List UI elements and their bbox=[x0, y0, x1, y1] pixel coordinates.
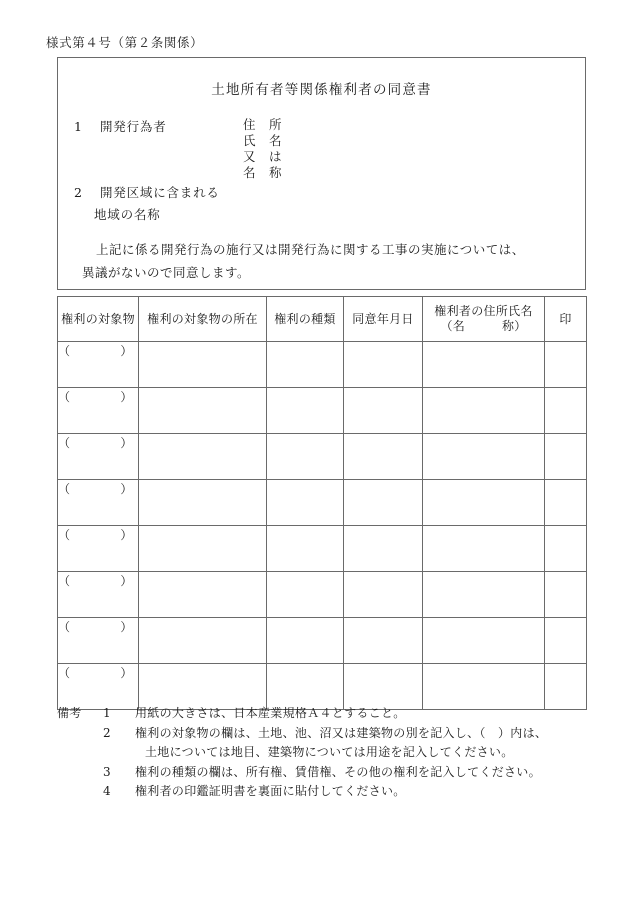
rights-table bbox=[57, 296, 587, 710]
column-header-rights-object-location bbox=[139, 297, 267, 342]
note-2-continuation: 土地については地目、建築物については用途を記入してください。 bbox=[145, 745, 514, 759]
cell-rights-object[interactable] bbox=[58, 342, 139, 388]
cell-rights-type[interactable] bbox=[267, 480, 344, 526]
form-number: 様式第４号（第２条関係） bbox=[46, 35, 204, 50]
cell-close-paren: ） bbox=[120, 344, 133, 358]
cell-consent-date[interactable] bbox=[344, 664, 423, 710]
applicant-field-name bbox=[243, 133, 282, 149]
cell-open-paren: （ bbox=[58, 390, 71, 404]
note-row-4 bbox=[57, 782, 597, 802]
cell-rights-type[interactable] bbox=[267, 572, 344, 618]
note-2-text: 権利の対象物の欄は、土地、池、沼又は建築物の別を記入し、（ ）内は、 bbox=[135, 725, 548, 740]
cell-holder-address-name[interactable] bbox=[423, 342, 545, 388]
item-2-number: 2 bbox=[74, 185, 83, 200]
table-row bbox=[58, 664, 587, 710]
cell-seal[interactable] bbox=[545, 664, 587, 710]
consent-statement bbox=[74, 238, 574, 284]
note-3-number: 3 bbox=[103, 764, 111, 779]
column-header-holder-address-name-line2: （名 称） bbox=[440, 319, 527, 333]
cell-rights-type[interactable] bbox=[267, 388, 344, 434]
item-1-number: 1 bbox=[74, 119, 83, 134]
cell-consent-date[interactable] bbox=[344, 388, 423, 434]
item-2-development-area bbox=[74, 183, 220, 201]
cell-open-paren: （ bbox=[58, 436, 71, 450]
cell-open-paren: （ bbox=[58, 620, 71, 634]
note-4-text: 権利者の印鑑証明書を裏面に貼付してください。 bbox=[135, 784, 406, 798]
cell-close-paren: ） bbox=[120, 620, 133, 634]
document-title: 土地所有者等関係権利者の同意書 bbox=[211, 82, 432, 98]
cell-rights-object-location[interactable] bbox=[139, 572, 267, 618]
cell-rights-object-location[interactable] bbox=[139, 388, 267, 434]
applicant-field-or bbox=[243, 149, 282, 165]
cell-holder-address-name[interactable] bbox=[423, 434, 545, 480]
cell-holder-address-name[interactable] bbox=[423, 480, 545, 526]
notes-label: 備考 bbox=[57, 706, 82, 720]
cell-consent-date[interactable] bbox=[344, 572, 423, 618]
cell-rights-object[interactable] bbox=[58, 434, 139, 480]
cell-rights-object[interactable] bbox=[58, 388, 139, 434]
notes-section bbox=[57, 704, 597, 802]
consent-statement-line2: 異議がないので同意します。 bbox=[82, 265, 251, 280]
table-row bbox=[58, 480, 587, 526]
column-header-holder-address-name-line1: 権利者の住所氏名 bbox=[434, 304, 533, 318]
cell-rights-object[interactable] bbox=[58, 664, 139, 710]
cell-seal[interactable] bbox=[545, 434, 587, 480]
applicant-field-or-char2: は bbox=[269, 149, 283, 164]
cell-rights-type[interactable] bbox=[267, 526, 344, 572]
cell-rights-object[interactable] bbox=[58, 618, 139, 664]
table-row bbox=[58, 572, 587, 618]
column-header-consent-date bbox=[344, 297, 423, 342]
cell-holder-address-name[interactable] bbox=[423, 572, 545, 618]
table-row bbox=[58, 388, 587, 434]
column-header-rights-object bbox=[58, 297, 139, 342]
cell-rights-object-location[interactable] bbox=[139, 618, 267, 664]
cell-rights-object-location[interactable] bbox=[139, 480, 267, 526]
cell-consent-date[interactable] bbox=[344, 618, 423, 664]
cell-open-paren: （ bbox=[58, 344, 71, 358]
cell-close-paren: ） bbox=[120, 528, 133, 542]
cell-rights-object[interactable] bbox=[58, 480, 139, 526]
cell-close-paren: ） bbox=[120, 436, 133, 450]
cell-rights-type[interactable] bbox=[267, 618, 344, 664]
applicant-field-address bbox=[243, 117, 282, 133]
table-row bbox=[58, 618, 587, 664]
column-header-rights-type-line1: 権利の種類 bbox=[274, 311, 336, 326]
applicant-field-list bbox=[243, 117, 282, 181]
header-frame bbox=[57, 57, 586, 290]
note-row-1 bbox=[57, 704, 597, 724]
table-row bbox=[58, 434, 587, 480]
cell-rights-object-location[interactable] bbox=[139, 526, 267, 572]
cell-seal[interactable] bbox=[545, 572, 587, 618]
note-1-text: 用紙の大きさは、日本産業規格Ａ４とすること。 bbox=[135, 706, 406, 720]
note-3-text: 権利の種類の欄は、所有権、賃借権、その他の権利を記入してください。 bbox=[135, 764, 541, 779]
cell-rights-object[interactable] bbox=[58, 526, 139, 572]
cell-consent-date[interactable] bbox=[344, 480, 423, 526]
cell-rights-object-location[interactable] bbox=[139, 664, 267, 710]
applicant-field-address-char1: 住 bbox=[243, 117, 257, 132]
note-4-number: 4 bbox=[103, 784, 111, 798]
applicant-field-address-char2: 所 bbox=[269, 117, 283, 132]
cell-rights-type[interactable] bbox=[267, 664, 344, 710]
applicant-field-title bbox=[243, 165, 282, 181]
note-row-3 bbox=[57, 763, 597, 783]
consent-statement-line1: 上記に係る開発行為の施行又は開発行為に関する工事の実施については、 bbox=[96, 242, 525, 257]
cell-consent-date[interactable] bbox=[344, 434, 423, 480]
cell-seal[interactable] bbox=[545, 342, 587, 388]
applicant-field-or-char1: 又 bbox=[243, 149, 257, 164]
cell-holder-address-name[interactable] bbox=[423, 618, 545, 664]
cell-close-paren: ） bbox=[120, 574, 133, 588]
cell-consent-date[interactable] bbox=[344, 526, 423, 572]
applicant-field-title-char2: 称 bbox=[269, 165, 283, 180]
cell-holder-address-name[interactable] bbox=[423, 388, 545, 434]
cell-open-paren: （ bbox=[58, 574, 71, 588]
cell-rights-type[interactable] bbox=[267, 434, 344, 480]
applicant-field-name-char2: 名 bbox=[269, 133, 283, 148]
cell-open-paren: （ bbox=[58, 666, 71, 680]
cell-close-paren: ） bbox=[120, 666, 133, 680]
table-row bbox=[58, 526, 587, 572]
cell-rights-object[interactable] bbox=[58, 572, 139, 618]
column-header-consent-date-line1: 同意年月日 bbox=[352, 311, 414, 326]
cell-rights-object-location[interactable] bbox=[139, 342, 267, 388]
column-header-rights-type bbox=[267, 297, 344, 342]
note-2-number: 2 bbox=[103, 725, 111, 740]
note-row-2 bbox=[57, 724, 597, 744]
column-header-seal-line1: 印 bbox=[559, 311, 572, 326]
cell-holder-address-name[interactable] bbox=[423, 664, 545, 710]
cell-open-paren: （ bbox=[58, 482, 71, 496]
table-row bbox=[58, 342, 587, 388]
cell-close-paren: ） bbox=[120, 482, 133, 496]
table-header-row bbox=[58, 297, 587, 342]
cell-seal[interactable] bbox=[545, 618, 587, 664]
cell-rights-object-location[interactable] bbox=[139, 434, 267, 480]
item-2-label-line2: 地域の名称 bbox=[94, 207, 161, 222]
cell-open-paren: （ bbox=[58, 528, 71, 542]
item-1-label: 開発行為者 bbox=[100, 119, 167, 134]
cell-rights-type[interactable] bbox=[267, 342, 344, 388]
note-1-number: 1 bbox=[103, 706, 111, 720]
column-header-holder-address-name bbox=[423, 297, 545, 342]
cell-seal[interactable] bbox=[545, 480, 587, 526]
cell-close-paren: ） bbox=[120, 390, 133, 404]
item-1-developer bbox=[74, 117, 167, 135]
column-header-rights-object-location-line1: 権利の対象物の所在 bbox=[147, 311, 258, 326]
column-header-seal bbox=[545, 297, 587, 342]
applicant-field-name-char1: 氏 bbox=[243, 133, 257, 148]
cell-holder-address-name[interactable] bbox=[423, 526, 545, 572]
rights-table-body bbox=[58, 342, 587, 710]
column-header-rights-object-line1: 権利の対象物 bbox=[61, 311, 135, 326]
cell-consent-date[interactable] bbox=[344, 342, 423, 388]
item-2-label: 開発区域に含まれる bbox=[100, 185, 220, 200]
cell-seal[interactable] bbox=[545, 388, 587, 434]
cell-seal[interactable] bbox=[545, 526, 587, 572]
applicant-field-title-char1: 名 bbox=[243, 165, 257, 180]
